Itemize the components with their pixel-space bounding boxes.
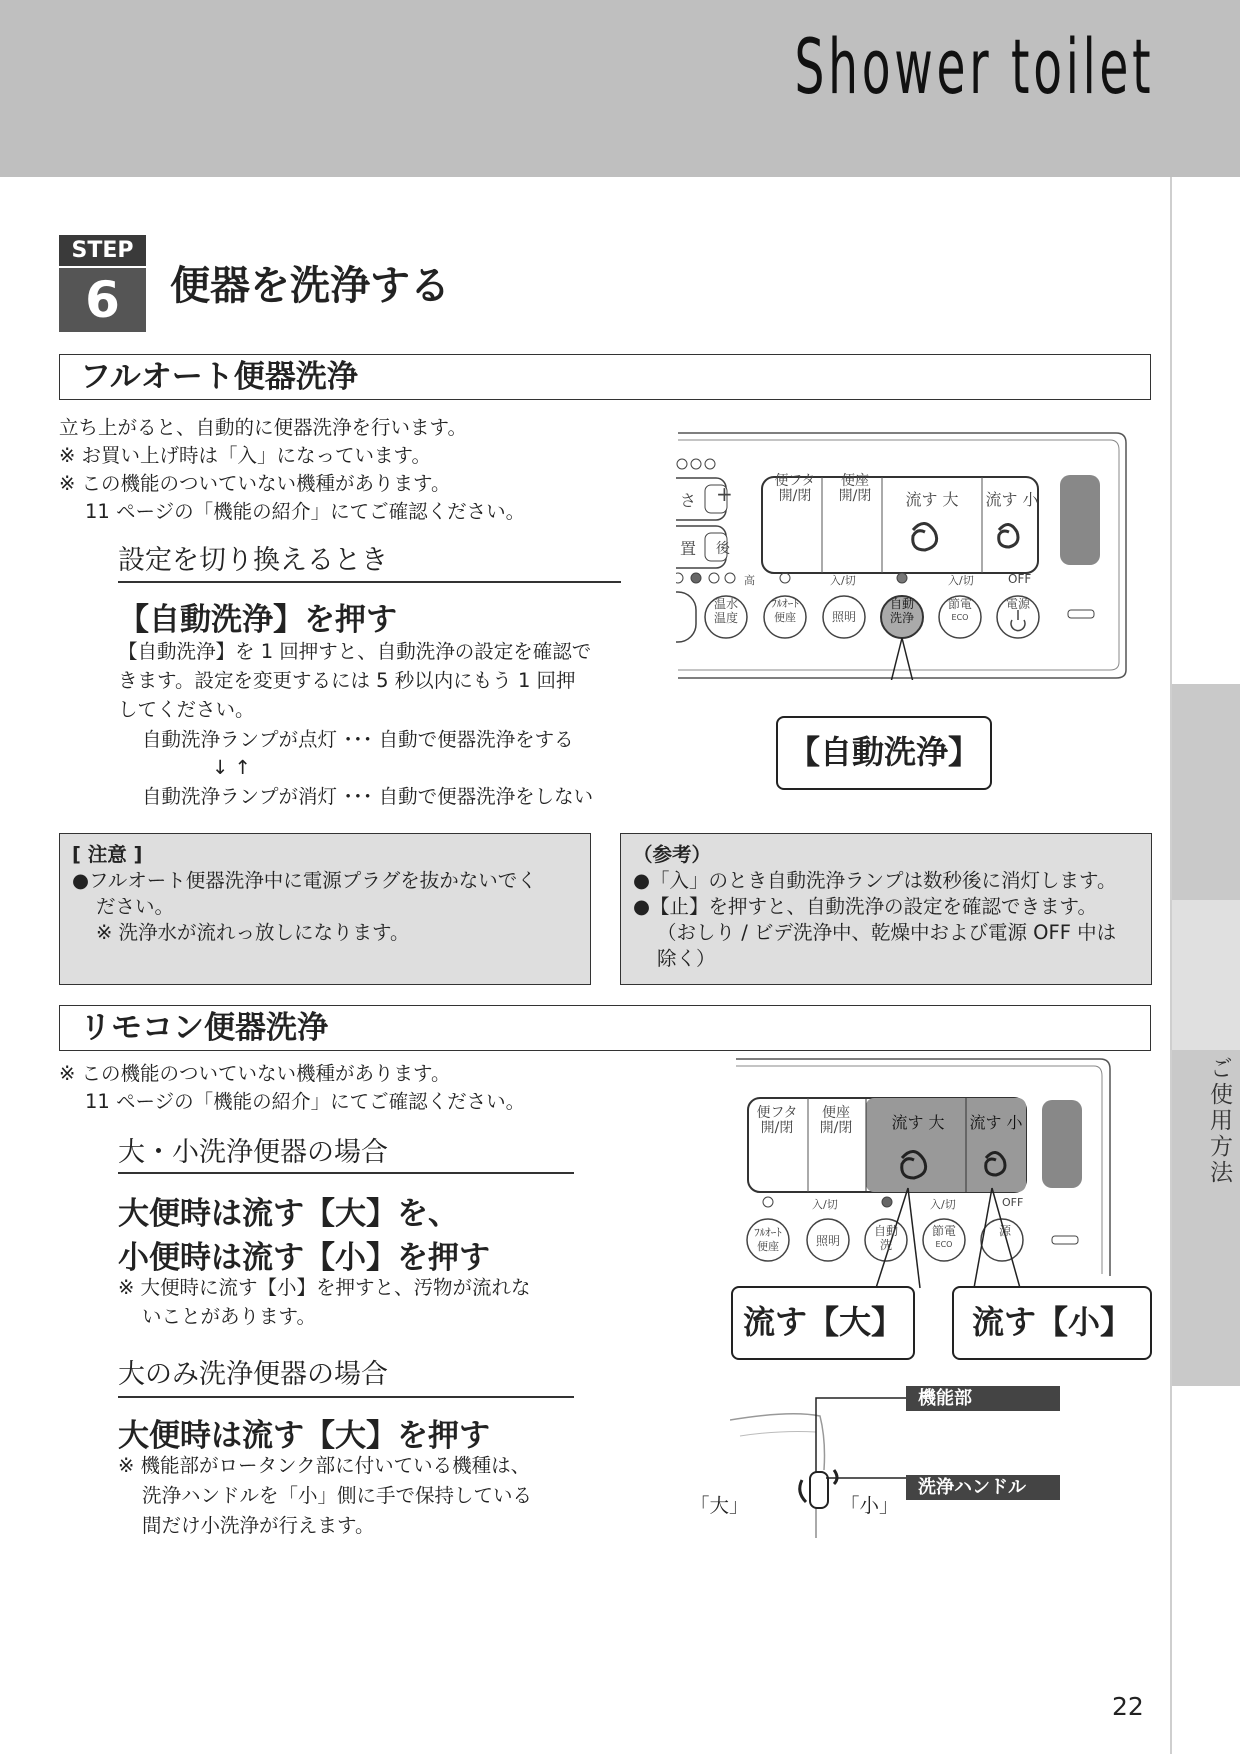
action-heading: 小便時は流す【小】を押す (118, 1240, 490, 1276)
fullauto-seat-button[interactable]: ﾌﾙｵｰﾄ 便座 (771, 597, 799, 624)
toggle-on-line: 自動洗浄ランプが点灯 ･･･ 自動で便器洗浄をする (142, 728, 574, 751)
handle-label: 洗浄ハンドル (906, 1475, 1060, 1500)
sub-heading-rule (118, 1172, 574, 1174)
on-off-label: 入/切 (812, 1198, 838, 1211)
reference-line: （おしり / ビデ洗浄中、乾燥中および電源 OFF 中は (657, 921, 1117, 944)
small-side-label: 「小」 (840, 1494, 899, 1517)
high-label: 高 (744, 574, 755, 587)
step-label: STEP (59, 235, 146, 266)
auto-flush-button[interactable]: 自動 洗浄 (889, 597, 914, 625)
off-label: OFF (1002, 1196, 1024, 1209)
brand-logo: Shower toilet (794, 22, 1154, 111)
sub-heading: 設定を切り換えるとき (118, 545, 388, 576)
page-number: 22 (1112, 1692, 1144, 1721)
caution-line: ●フルオート便器洗浄中に電源プラグを抜かないでく (72, 869, 537, 892)
lid-button-label: 便フタ 開/閉 (756, 1105, 798, 1136)
caution-line: ※ 洗浄水が流れっ放しになります。 (96, 921, 410, 944)
remote-panel-illustration (676, 430, 1132, 680)
intro-line: 11 ページの「機能の紹介」にてご確認ください。 (85, 500, 526, 523)
intro-line: ※ この機能のついていない機種があります。 (59, 472, 451, 495)
seat-button-label: 便座 開/閉 (819, 1105, 853, 1136)
note-line: いことがあります。 (142, 1305, 316, 1328)
flush-big-label: 流す 大 (891, 1113, 945, 1132)
big-side-label: 「大」 (690, 1494, 749, 1517)
section-heading-remote: リモコン便器洗浄 (59, 1005, 1151, 1051)
step-number: 6 (59, 268, 146, 332)
callout-flush-small: 流す【小】 (952, 1286, 1152, 1360)
callout-auto-flush: 【自動洗浄】 (776, 716, 992, 790)
partial-label: さ (680, 491, 697, 510)
fullauto-seat-button[interactable]: ﾌﾙｵｰﾄ 便座 (754, 1226, 782, 1253)
note-line: ※ 機能部がロータンク部に付いている機種は、 (118, 1454, 531, 1477)
light-button[interactable]: 照明 (831, 610, 856, 624)
section-heading-fullauto: フルオート便器洗浄 (59, 354, 1151, 400)
back-label: 後 (716, 541, 730, 557)
flush-big-label: 流す 大 (905, 490, 959, 509)
note-line: 洗浄ハンドルを「小」側に手で保持している (142, 1484, 533, 1507)
caution-line: ださい。 (96, 895, 175, 918)
off-label: OFF (1008, 572, 1032, 586)
remote-panel-illustration-2 (736, 1056, 1116, 1306)
seat-button-label: 便座 開/閉 (838, 473, 872, 504)
side-tab-block (1172, 684, 1240, 900)
reference-box (620, 833, 1152, 985)
side-tab-label: ご使用方法 (1206, 1056, 1232, 1186)
toggle-arrows: ↓ ↑ (212, 756, 251, 779)
eco-button[interactable]: 節電 ECO (947, 597, 972, 622)
reference-line: 除く） (657, 947, 716, 970)
intro-line: 11 ページの「機能の紹介」にてご確認ください。 (85, 1090, 526, 1113)
description-line: してください。 (118, 698, 255, 721)
note-line: 間だけ小洗浄が行えます。 (142, 1514, 375, 1537)
reference-line: ●「入」のとき自動洗浄ランプは数秒後に消灯します。 (633, 869, 1117, 892)
action-heading: 大便時は流す【大】を押す (118, 1418, 490, 1454)
on-off-label: 入/切 (948, 574, 974, 587)
light-button[interactable]: 照明 (815, 1234, 840, 1248)
description-line: きます。設定を変更するには 5 秒以内にもう 1 回押 (118, 669, 576, 692)
intro-line: ※ お買い上げ時は「入」になっています。 (59, 444, 431, 467)
intro-line: 立ち上がると、自動的に便器洗浄を行います。 (59, 416, 467, 439)
caution-box (59, 833, 591, 985)
callout-flush-big: 流す【大】 (731, 1286, 915, 1360)
intro-line: ※ この機能のついていない機種があります。 (59, 1062, 451, 1085)
sub-heading: 大のみ洗浄便器の場合 (118, 1359, 388, 1390)
side-tab-block (1172, 900, 1240, 1050)
reference-line: ●【止】を押すと、自動洗浄の設定を確認できます。 (633, 895, 1097, 918)
on-off-label: 入/切 (830, 574, 856, 587)
temp-button[interactable]: 温水 温度 (713, 597, 738, 625)
flush-small-label: 流す 小 (969, 1113, 1023, 1132)
sub-heading-rule (118, 1396, 574, 1398)
auto-flush-button[interactable]: 自動 洗 (873, 1224, 898, 1252)
partial-label: 置 (680, 539, 697, 558)
note-line: ※ 大便時に流す【小】を押すと、汚物が流れな (118, 1276, 531, 1299)
function-unit-label: 機能部 (906, 1386, 1060, 1411)
plus-icon: + (716, 482, 733, 506)
toggle-off-line: 自動洗浄ランプが消灯 ･･･ 自動で便器洗浄をしない (142, 785, 594, 808)
page-title: 便器を洗浄する (170, 263, 450, 309)
power-button[interactable]: 源 (998, 1224, 1011, 1238)
sub-heading: 大・小洗浄便器の場合 (118, 1137, 388, 1168)
eco-button[interactable]: 節電 ECO (931, 1224, 956, 1249)
description-line: 【自動洗浄】を 1 回押すと、自動洗浄の設定を確認で (118, 640, 592, 663)
lid-button-label: 便フタ 開/閉 (774, 473, 816, 504)
caution-title: [ 注意 ] (72, 843, 143, 866)
power-button[interactable]: 電源 (1005, 597, 1030, 611)
reference-title: （参考） (633, 843, 712, 866)
action-heading: 【自動洗浄】を押す (118, 602, 397, 638)
action-heading: 大便時は流す【大】を、 (118, 1196, 459, 1232)
sub-heading-rule (118, 581, 621, 583)
on-off-label: 入/切 (930, 1198, 956, 1211)
flush-small-label: 流す 小 (985, 490, 1039, 509)
